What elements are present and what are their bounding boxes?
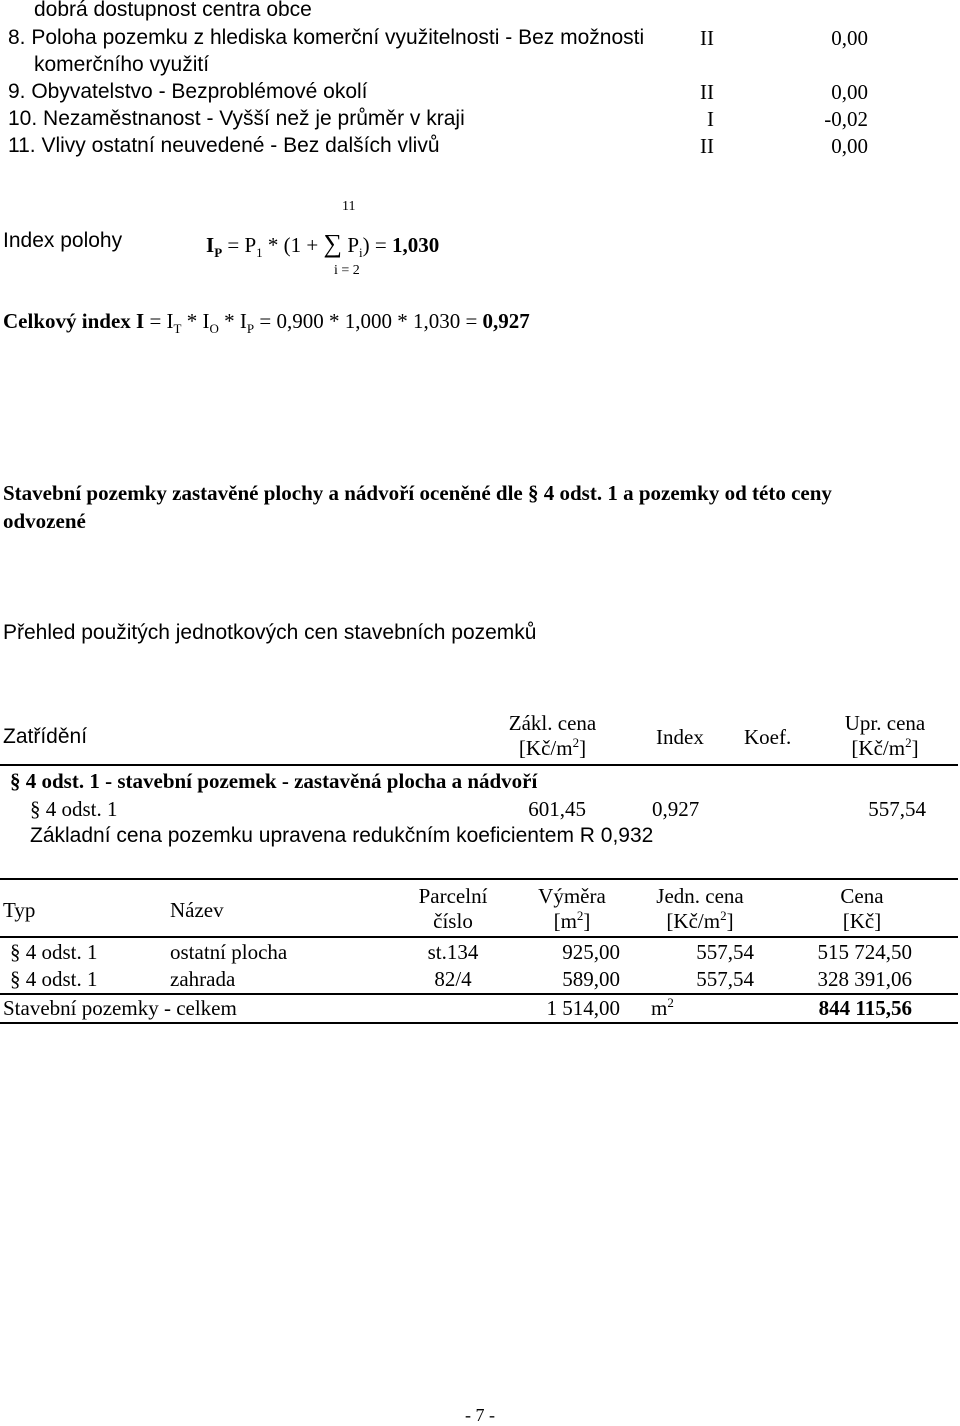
sum-upper-limit: 11 bbox=[342, 199, 356, 214]
col-index: Index bbox=[656, 725, 704, 749]
land-total-area: 1 514,00 bbox=[546, 996, 620, 1020]
list-item-10-value: -0,02 bbox=[824, 107, 868, 131]
col-zatrideni: Zatřídění bbox=[3, 725, 88, 748]
list-line-continuation: dobrá dostupnost centra obce bbox=[34, 0, 312, 21]
overview-title: Přehled použitých jednotkových cen stavebních pozemků bbox=[3, 621, 537, 644]
land-row-1-cena: 515 724,50 bbox=[817, 940, 912, 964]
land-table-header-rule bbox=[0, 936, 958, 938]
sum-lower-limit: i = 2 bbox=[334, 263, 360, 278]
land-row-1-nazev: ostatní plocha bbox=[170, 940, 288, 964]
col-koef: Koef. bbox=[744, 725, 792, 749]
land-row-1-typ: § 4 odst. 1 bbox=[10, 940, 98, 964]
land-row-1-parcel: st.134 bbox=[427, 940, 479, 964]
list-item-9-class: II bbox=[700, 80, 714, 104]
section-heading: Stavební pozemky zastavěné plochy a nádvoří oceněné dle § 4 odst. 1 a pozemky od této ceny bbox=[3, 481, 832, 505]
list-item-10: 10. Nezaměstnanost - Vyšší než je průměr v kraji bbox=[8, 107, 465, 130]
list-item-8-class: II bbox=[700, 26, 714, 50]
land-row-2-jedn: 557,54 bbox=[696, 967, 754, 991]
land-total-unit: $m^2$ bbox=[651, 995, 674, 1020]
list-item-9: 9. Obyvatelstvo - Bezproblémové okolí bbox=[8, 80, 368, 103]
col-parcelni-cislo: Parcelní číslo bbox=[418, 884, 488, 933]
page-number: - 7 - bbox=[465, 1405, 495, 1425]
land-row-2-typ: § 4 odst. 1 bbox=[10, 967, 98, 991]
land-total-label: Stavební pozemky - celkem bbox=[3, 996, 237, 1020]
col-nazev: Název bbox=[170, 898, 224, 922]
col-vymera: Výměra $[m^2]$ bbox=[538, 884, 606, 933]
land-table-total-rule bbox=[0, 993, 958, 995]
section-heading-line2: odvozené bbox=[3, 509, 86, 533]
price-table-header-rule bbox=[0, 764, 958, 766]
price-row-zakl: 601,45 bbox=[528, 797, 586, 821]
list-item-8: 8. Poloha pozemku z hlediska komerční využitelnosti - Bez možnosti bbox=[8, 26, 645, 49]
col-cena: Cena [Kč] bbox=[840, 884, 884, 933]
price-note: Základní cena pozemku upravena redukčním koeficientem R 0,932 bbox=[30, 824, 654, 847]
list-item-11: 11. Vlivy ostatní neuvedené - Bez dalších vlivů bbox=[8, 134, 440, 157]
list-item-11-class: II bbox=[700, 134, 714, 158]
price-row-index: 0,927 bbox=[652, 797, 700, 821]
price-group-label: § 4 odst. 1 - stavební pozemek - zastavěná plocha a nádvoří bbox=[10, 769, 538, 793]
list-item-8-value: 0,00 bbox=[831, 26, 868, 50]
land-row-2-cena: 328 391,06 bbox=[817, 967, 912, 991]
list-item-8-continuation: komerčního využití bbox=[34, 53, 210, 76]
list-item-11-value: 0,00 bbox=[831, 134, 868, 158]
index-polohy-label: Index polohy bbox=[3, 229, 123, 252]
list-item-9-value: 0,00 bbox=[831, 80, 868, 104]
list-item-10-class: I bbox=[707, 107, 714, 131]
index-polohy-formula: $I_P = P_1 * (1$ + ∑ $P_i) = 1,030$ bbox=[206, 229, 440, 261]
land-row-1-vymera: 925,00 bbox=[562, 940, 620, 964]
price-row-name: § 4 odst. 1 bbox=[30, 797, 118, 821]
land-table-top-rule bbox=[0, 878, 958, 880]
land-row-2-parcel: 82/4 bbox=[434, 967, 472, 991]
col-zakl-cena: Zákl. cena $[Kč/m^2]$ bbox=[508, 711, 597, 760]
land-row-1-jedn: 557,54 bbox=[696, 940, 754, 964]
land-table-bottom-rule bbox=[0, 1022, 958, 1024]
col-typ: Typ bbox=[3, 898, 36, 922]
land-total-price: 844 115,56 bbox=[818, 996, 912, 1020]
col-jedn-cena: Jedn. cena $[Kč/m^2]$ bbox=[656, 884, 744, 933]
total-index-formula: Celkový index $I = I_T * I_O * I_P = 0,900 * 1,000 * 1,030 = 0,927$ bbox=[3, 309, 530, 337]
col-upr-cena: Upr. cena $[Kč/m^2]$ bbox=[844, 711, 926, 760]
land-row-2-vymera: 589,00 bbox=[562, 967, 620, 991]
price-row-upr: 557,54 bbox=[868, 797, 926, 821]
land-row-2-nazev: zahrada bbox=[170, 967, 236, 991]
sigma-symbol: ∑ bbox=[323, 229, 343, 258]
